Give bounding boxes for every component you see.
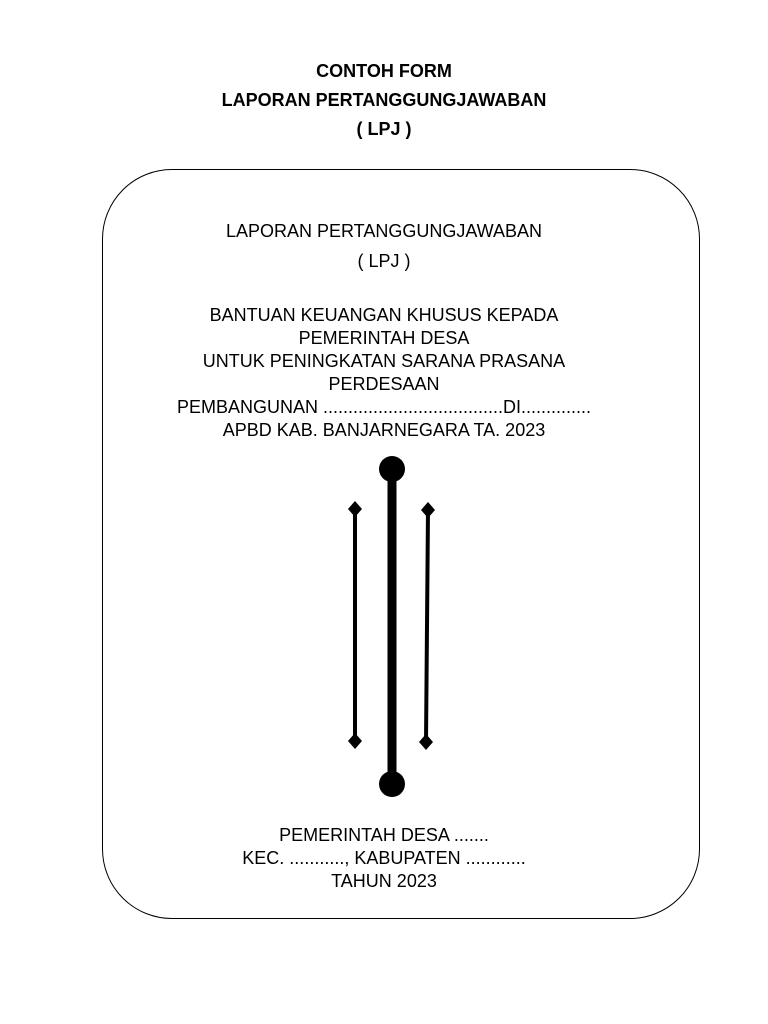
header-line-1: CONTOH FORM	[316, 61, 452, 81]
vertical-bar-ornament-icon	[330, 450, 450, 800]
form-header	[0, 57, 768, 144]
cover-footer	[0, 824, 768, 893]
desc-line-6: APBD KAB. BANJARNEGARA TA. 2023	[222, 420, 546, 440]
footer-line-2: KEC. ..........., KABUPATEN ............	[242, 848, 526, 868]
header-line-3: ( LPJ )	[356, 119, 412, 139]
cover-description	[0, 304, 768, 442]
desc-line-5: PEMBANGUNAN ....................................DI..............	[176, 397, 592, 417]
cover-title-block	[0, 216, 768, 276]
desc-line-2: PEMERINTAH DESA	[298, 328, 470, 348]
footer-line-1: PEMERINTAH DESA .......	[279, 825, 489, 845]
desc-line-3: UNTUK PENINGKATAN SARANA PRASANA	[202, 351, 566, 371]
cover-subtitle: ( LPJ )	[357, 251, 411, 271]
footer-line-3: TAHUN 2023	[331, 871, 437, 891]
desc-line-4: PERDESAAN	[328, 374, 440, 394]
header-line-2: LAPORAN PERTANGGUNGJAWABAN	[221, 90, 547, 110]
desc-line-1: BANTUAN KEUANGAN KHUSUS KEPADA	[209, 305, 559, 325]
cover-title: LAPORAN PERTANGGUNGJAWABAN	[225, 221, 543, 241]
